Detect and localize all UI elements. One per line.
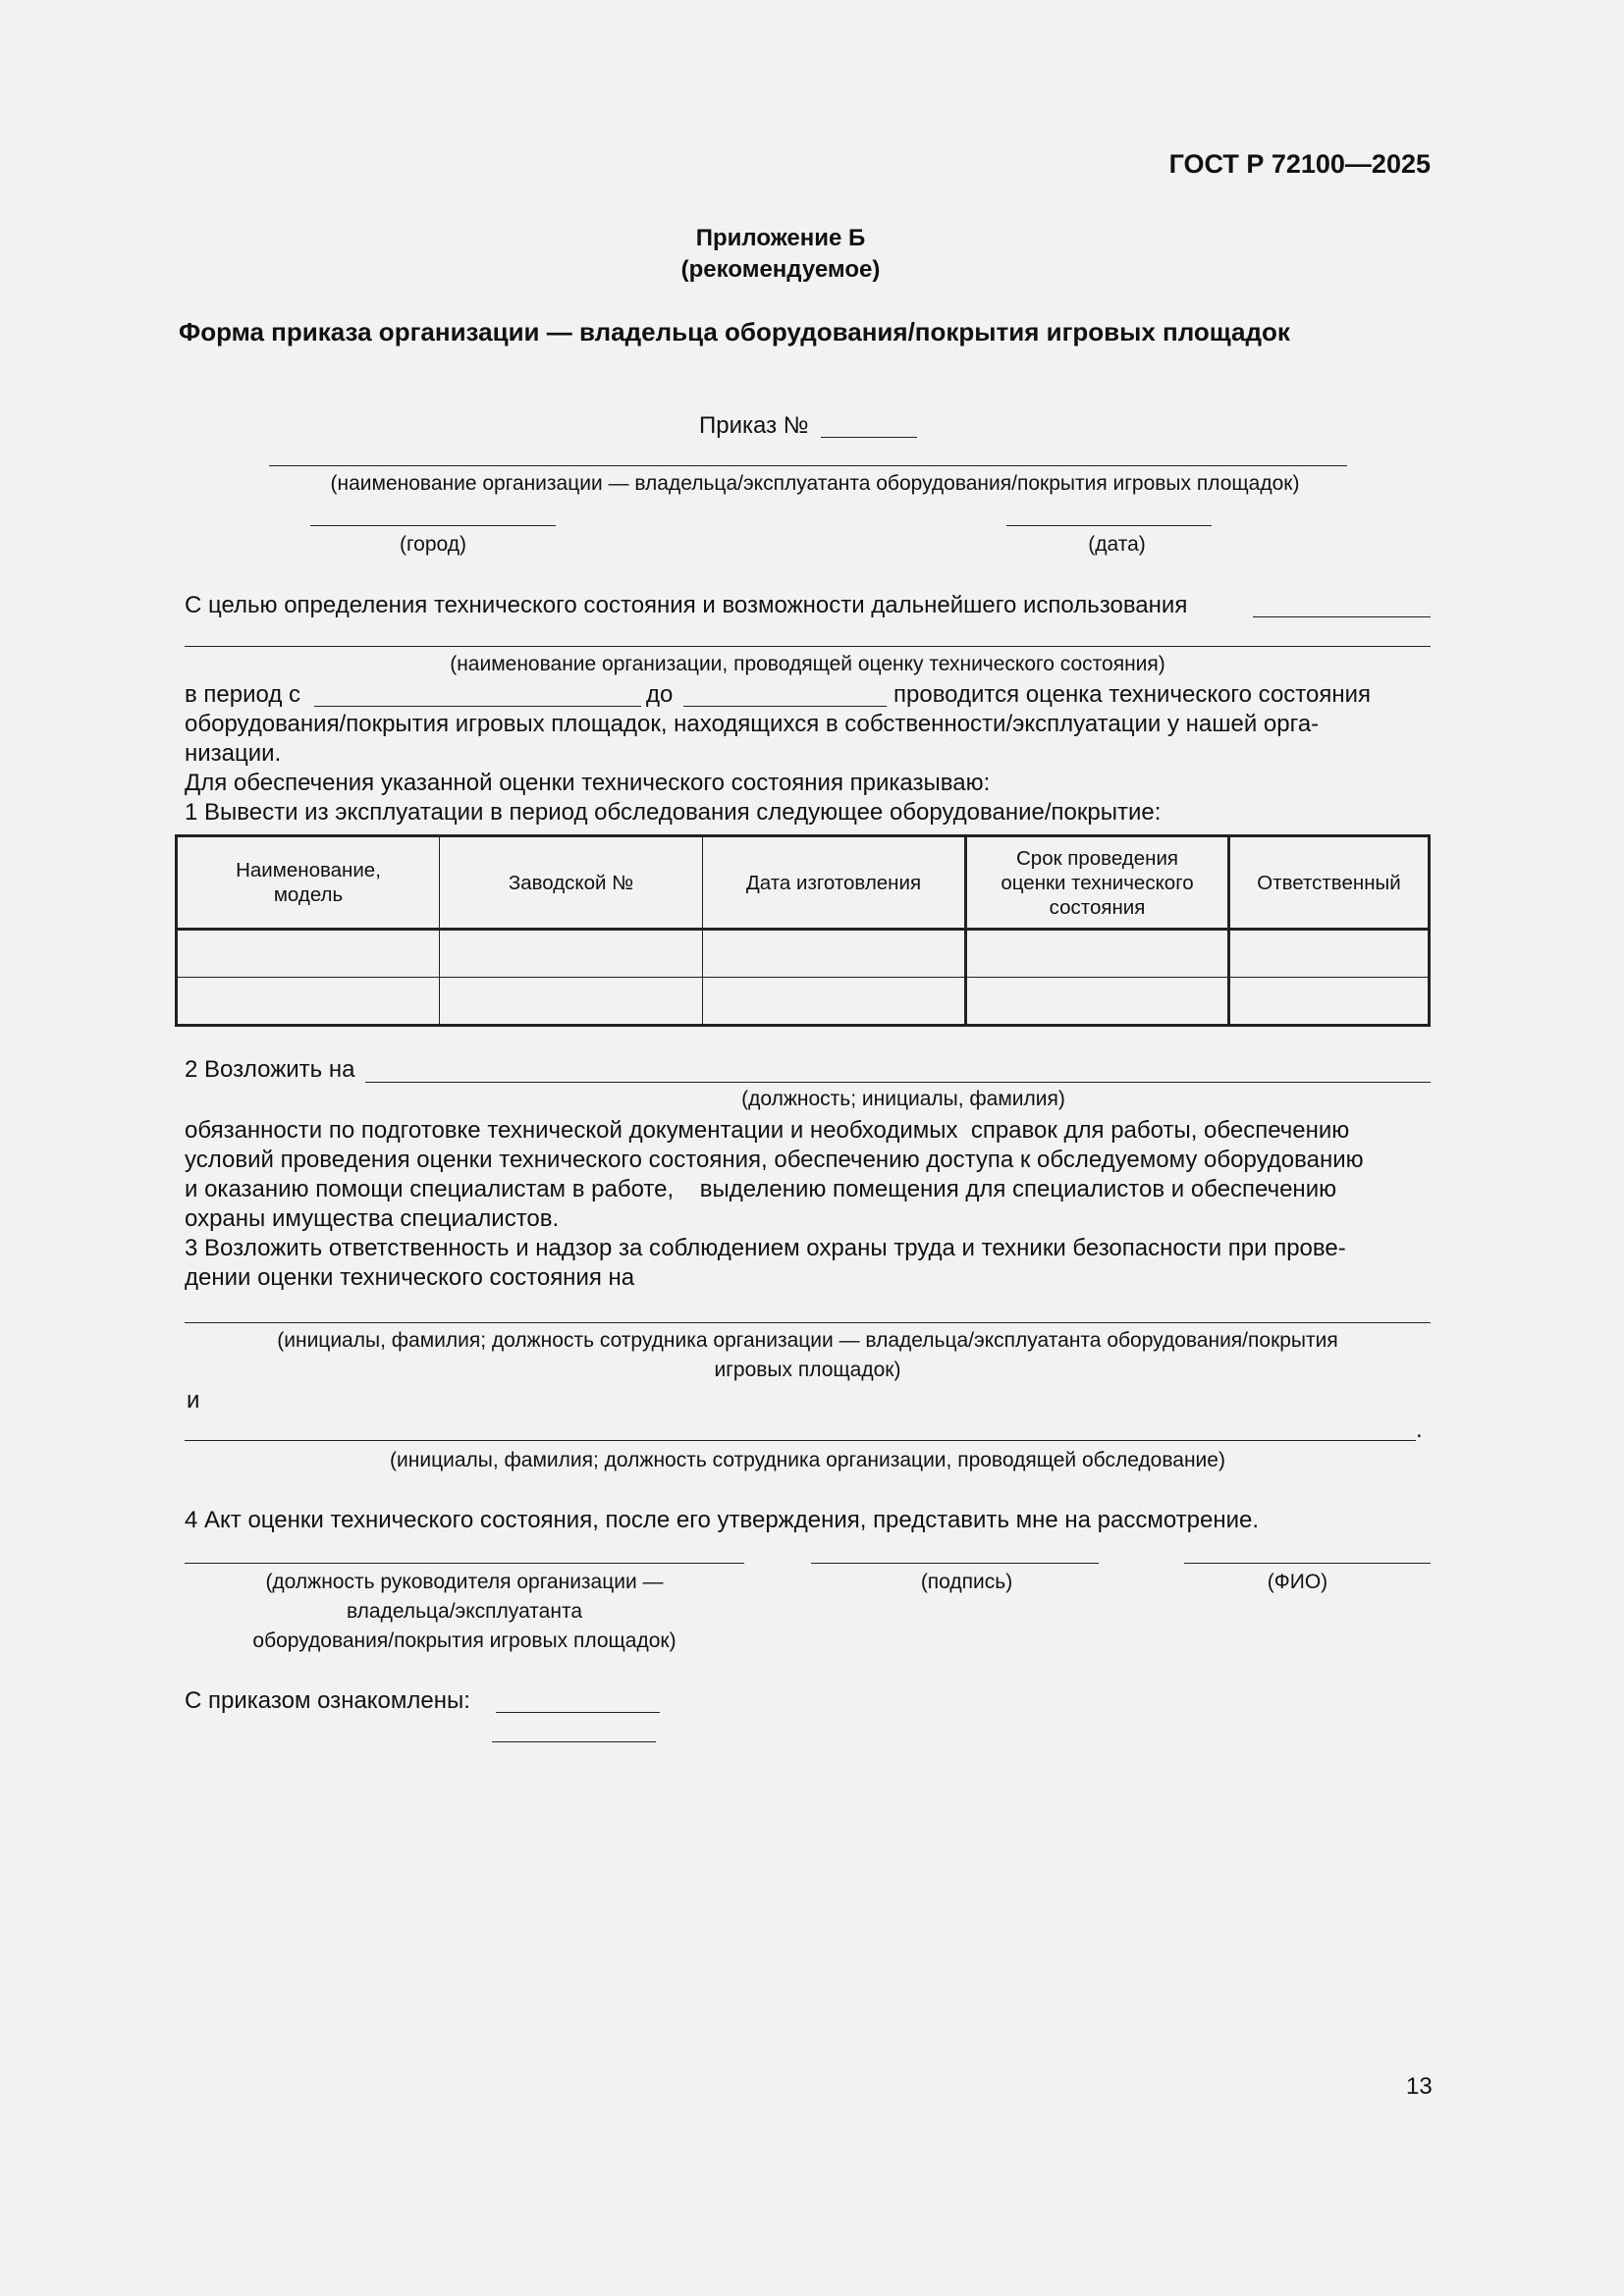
item-3-owner-employee-line[interactable] <box>185 1322 1431 1323</box>
header-assessment-period-label: Срок проведения оценки технического состояния <box>1001 846 1194 919</box>
period-line-3: низации. <box>185 740 282 767</box>
table-cell[interactable] <box>703 930 966 978</box>
item-3-caption-3: (инициалы, фамилия; должность сотрудника организации, проводящей обследование) <box>390 1449 1225 1471</box>
item-2-line-2: условий проведения оценки технического состояния, обеспечению доступа к обследуемому оборудованию <box>185 1147 1364 1173</box>
order-number-line[interactable] <box>821 437 917 438</box>
table-row <box>177 930 1430 978</box>
item-2-line-3: и оказанию помощи специалистам в работе, выделению помещения для специалистов и обеспечению <box>185 1176 1337 1202</box>
form-title: Форма приказа организации — владельца оборудования/покрытия игровых площадок <box>179 317 1290 347</box>
item-3-line-1: 3 Возложить ответственность и надзор за соблюдением охраны труда и техники безопасности при прове- <box>185 1235 1346 1261</box>
position-caption-1: (должность руководителя организации — <box>265 1571 664 1593</box>
date-line[interactable] <box>1006 525 1212 526</box>
table-cell[interactable] <box>440 930 703 978</box>
city-caption: (город) <box>399 533 466 556</box>
period-from-line[interactable] <box>314 706 641 707</box>
and-word: и <box>187 1387 200 1414</box>
header-name-model-label: Наименование, модель <box>236 859 381 906</box>
acquainted-label: С приказом ознакомлены: <box>185 1687 470 1714</box>
table-cell[interactable] <box>1229 978 1430 1026</box>
item-3-caption-1: (инициалы, фамилия; должность сотрудника организации — владельца/эксплуатанта оборудования/покрытия <box>277 1329 1338 1352</box>
fio-line[interactable] <box>1184 1563 1431 1564</box>
intro-text: С целью определения технического состояния и возможности дальнейшего использования <box>185 592 1188 618</box>
header-name-model <box>177 836 440 930</box>
header-serial-number <box>440 836 703 930</box>
item-2-label: 2 Возложить на <box>185 1056 355 1083</box>
page-number: 13 <box>1406 2073 1433 2100</box>
position-caption-2: владельца/эксплуатанта <box>346 1600 583 1623</box>
table-header-row <box>177 836 1430 930</box>
period-rest-text: проводится оценка технического состояния <box>893 681 1372 708</box>
signature-caption: (подпись) <box>920 1571 1013 1593</box>
item-4-text: 4 Акт оценки технического состояния, после его утверждения, представить мне на рассмотрение. <box>185 1507 1260 1533</box>
table-cell[interactable] <box>177 978 440 1026</box>
line-period: . <box>1416 1416 1423 1443</box>
position-line[interactable] <box>185 1563 744 1564</box>
acquainted-signature-line-1[interactable] <box>496 1712 660 1713</box>
table-row <box>177 978 1430 1026</box>
signature-line[interactable] <box>811 1563 1099 1564</box>
item-2-line-4: охраны имущества специалистов. <box>185 1205 560 1232</box>
header-responsible-label: Ответственный <box>1257 871 1401 894</box>
acquainted-signature-line-2[interactable] <box>492 1741 656 1742</box>
organization-caption: (наименование организации — владельца/эксплуатанта оборудования/покрытия игровых площадок) <box>330 472 1300 495</box>
date-caption: (дата) <box>1088 533 1146 556</box>
table-cell[interactable] <box>966 930 1229 978</box>
standard-number: ГОСТ Р 72100—2025 <box>1168 149 1431 179</box>
header-manufacture-date <box>703 836 966 930</box>
table-cell[interactable] <box>1229 930 1430 978</box>
header-responsible <box>1229 836 1430 930</box>
item-3-caption-2: игровых площадок) <box>714 1359 901 1381</box>
period-line-2: оборудования/покрытия игровых площадок, находящихся в собственности/эксплуатации у нашей орга- <box>185 711 1320 737</box>
equipment-table <box>175 834 1431 1027</box>
table-cell[interactable] <box>703 978 966 1026</box>
position-caption-3: оборудования/покрытия игровых площадок) <box>252 1629 677 1652</box>
intro-fill-line[interactable] <box>1253 616 1431 617</box>
period-to-line[interactable] <box>683 706 887 707</box>
order-number-label: Приказ № <box>699 412 809 439</box>
header-serial-number-label: Заводской № <box>508 871 634 894</box>
organization-name-line[interactable] <box>269 465 1347 466</box>
item-3-line-2: дении оценки технического состояния на <box>185 1264 635 1291</box>
table-cell[interactable] <box>177 930 440 978</box>
item-3-assessor-employee-line[interactable] <box>185 1440 1416 1441</box>
period-from-label: в период с <box>185 681 301 708</box>
assessor-caption: (наименование организации, проводящей оценку технического состояния) <box>450 653 1165 675</box>
item-2-responsible-line[interactable] <box>365 1082 1431 1083</box>
period-to-label: до <box>646 681 674 708</box>
appendix-title: Приложение Б <box>695 225 866 251</box>
assessor-org-line[interactable] <box>185 646 1431 647</box>
appendix-subtitle: (рекомендуемое) <box>680 256 881 283</box>
item-2-line-1: обязанности по подготовке технической документации и необходимых справок для работы, обеспечению <box>185 1117 1350 1144</box>
item-2-caption: (должность; инициалы, фамилия) <box>741 1088 1065 1110</box>
fio-caption: (ФИО) <box>1267 1571 1328 1593</box>
header-assessment-period <box>966 836 1229 930</box>
item-1-text: 1 Вывести из эксплуатации в период обследования следующее оборудование/покрытие: <box>185 799 1162 826</box>
order-intro: Для обеспечения указанной оценки технического состояния приказываю: <box>185 770 991 796</box>
table-cell[interactable] <box>440 978 703 1026</box>
header-manufacture-date-label: Дата изготовления <box>745 871 922 894</box>
table-cell[interactable] <box>966 978 1229 1026</box>
city-line[interactable] <box>310 525 556 526</box>
